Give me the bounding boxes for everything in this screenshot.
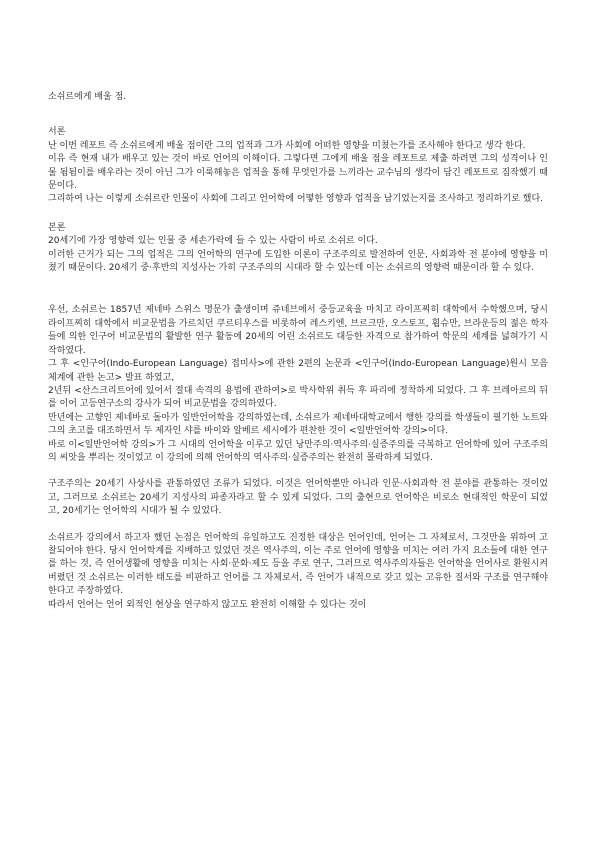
intro-paragraph-3: 그리하여 나는 이렇게 소쉬르란 인물이 사회에 그리고 언어학에 어떻한 영향과 업적을 남기었는지를 조사하고 정리하기로 했다. bbox=[48, 194, 544, 205]
document-title: 소쉬르에게 배울 점. bbox=[48, 92, 127, 102]
body-paragraph-2: 이러한 근거가 되는 그의 업적은 그의 언어학의 연구에 도입한 이론이 구조주의로 발전하여 인문, 사회과학 전 분야에 영향을 미쳤기 때문이다. 20세기 중·후반의 지성사는 가히 구조주의의 시대라 할 수 있는데 이는 소쉬르의 영향력 때문이라 할 수 있다. bbox=[48, 249, 548, 274]
body-paragraph-9: 소쉬르가 강의에서 하고자 했던 논점은 언어학의 유일하고도 진정한 대상은 언어인데, 언어는 그 자체로서, 그것만을 위하여 고찰되어야 한다. 당시 언어학계를 지배하고 있었던 것은 역사주의, 이는 주로 언어에 영향을 미치는 여러 가지 요소들에 대한 연구를 하는 것, 즉 언어생활에 영향을 미치는 사회·문화·제도 등을 주로 연구, 그러므로 역사주의자들은 언어학을 언어사로 환원시켜 버렸던 것 소쉬르는 이러한 태도를 비판하고 언어를 그 자체로서, 즉 언어가 내적으로 갖고 있는 고유한 질서와 구조를 연구해야 한다고 주장하였다. bbox=[48, 532, 548, 597]
body-paragraph-4: 그 후 <인구어(Indo-European Language) 접미사>에 관한 2편의 논문과 <인구어(Indo-European Language)원시 모음 체계에 관한 논고> 발표 하였고, bbox=[48, 359, 548, 383]
body-paragraph-5: 2년뒤 <산스크리트어에 있어서 절대 속격의 용법에 관하여>로 박사학위 취득 후 파리에 정착하게 되었다. 그 후 브레아르의 뒤를 이어 고등연구소의 강사가 되어 비교문법을 강의하였다. bbox=[48, 385, 548, 410]
body-paragraph-3: 우선, 소쉬르는 1857년 제네바 스위스 명문가 출생이며 쥬네브에서 중등교육을 마치고 라이프찌히 대학에서 수학했으며, 당시 라이프찌히 대학에서 비교문법을 가르치던 쿠르티우스를 비롯하여 레스키엔, 브르크만, 오스토프, 횝슈만, 브라운등의 젊은 학자들에 의한 인구어 비교문법의 활발한 연구 활동에 20세의 어린 소쉬르도 대등한 자격으로 참가하여 학문의 세계를 넓혀가기 시작하였다. bbox=[48, 305, 548, 356]
body-heading: 본론 bbox=[48, 222, 66, 233]
body-paragraph-10: 따라서 언어는 언어 외적인 현상을 연구하지 않고도 완전히 이해할 수 있다는 것이 bbox=[48, 599, 367, 610]
body-paragraph-6: 만년에는 고향인 제네바로 돌아가 일반언어학을 강의하였는데, 소쉬르가 제네바대학교에서 행한 강의를 학생들이 필기한 노트와 그의 초고를 대조하면서 두 제자인 샤를 바이와 알베르 세시에가 편찬한 것이 <일반언어학 강의>이다. bbox=[48, 412, 548, 437]
body-paragraph-8: 구조주의는 20세기 사상사를 관통하였던 조류가 되었다. 이것은 언어학뿐만 아니라 인문·사회과학 전 분야를 관통하는 것이었고, 그러므로 소쉬르는 20세기 지성사의 파종자라고 할 수 있게 되었다. 그의 출현으로 언어학은 비로소 현대적인 학문이 되었고, 20세기는 언어학의 시대가 될 수 있었다. bbox=[48, 479, 548, 517]
body-paragraph-7: 바로 이<일반언어학 강의>가 그 시대의 언어학을 이루고 있던 낭만주의·역사주의·실증주의를 극복하고 언어학에 있어 구조주의의 씨앗을 뿌리는 것이었고 이 강의에 의해 언어학의 역사주의·실증주의는 완전히 몰락하게 되었다. bbox=[48, 439, 548, 463]
intro-paragraph-2: 이유 즉 현재 내가 배우고 있는 것이 바로 언어의 이해이다. 그렇다면 그에게 배울 점을 레포트로 제출 하려면 그의 성격이나 인물 됨됨이를 배우라는 것이 아닌 그가 이룩해놓은 업적을 통해 무엇인가를 느끼라는 교수님의 생각이 담긴 레포트로 짐작했기 때문이다. bbox=[48, 154, 548, 192]
intro-paragraph-1: 난 이번 레포트 즉 소쉬르에게 배울 점이란 그의 업적과 그가 사회에 어떠한 영향을 미쳤는가를 조사해야 한다고 생각 한다. bbox=[48, 140, 526, 151]
document-body bbox=[48, 91, 548, 612]
body-paragraph-1: 20세기에 가장 영향력 있는 인물 중 세손가락에 들 수 있는 사람이 바로 소쉬르 이다. bbox=[48, 236, 378, 247]
intro-heading: 서론 bbox=[48, 127, 66, 138]
